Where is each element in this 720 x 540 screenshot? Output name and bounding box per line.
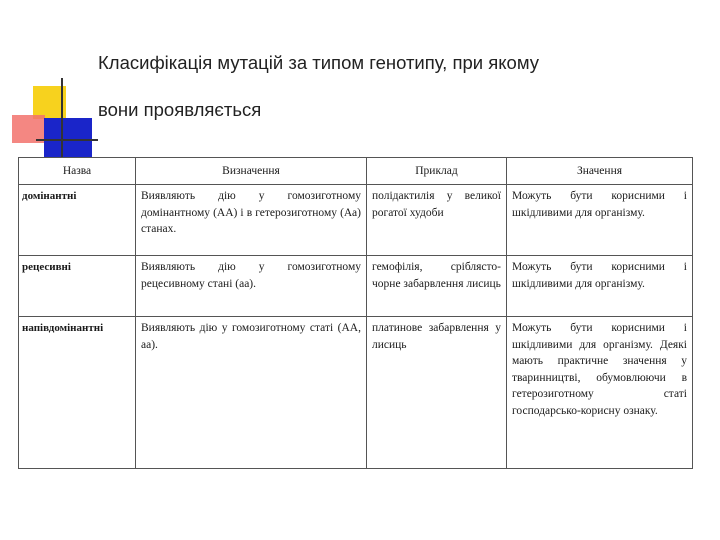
cell-significance: Можуть бути корисними і шкідливими для організму. (507, 256, 693, 317)
slide-title (98, 52, 698, 121)
cell-example: гемофілія, сріблясто-чорне забарвлення лисиць (367, 256, 507, 317)
slide-title-line2: вони проявляється (98, 99, 262, 120)
cell-significance: Можуть бути корисними і шкідливими для організму. (507, 185, 693, 256)
cell-significance: Можуть бути корисними і шкідливими для організму. Деякі мають практичне значення у тваринництві, обумовлюючи в гетерозиготному статі господарсько-корисну ознаку. (507, 317, 693, 469)
cell-definition: Виявляють дію у гомозиготному рецесивному стані (аа). (136, 256, 367, 317)
slide-title-line1: Класифікація мутацій за типом генотипу, при якому (98, 52, 540, 73)
cell-name: напівдомінантні (19, 317, 136, 469)
cell-name: рецесивні (19, 256, 136, 317)
table-row (19, 256, 693, 317)
decor-blue-square (44, 118, 92, 158)
decor-horizontal-line (36, 139, 98, 141)
header-example: Приклад (367, 158, 507, 185)
mutation-classification-table (18, 157, 693, 469)
table-header-row (19, 158, 693, 185)
cell-definition: Виявляють дію у гомозиготному домінантному (АА) і в гетерозиготному (Аа) станах. (136, 185, 367, 256)
table-row (19, 317, 693, 469)
cell-definition: Виявляють дію у гомозиготному статі (АА, аа). (136, 317, 367, 469)
cell-example: платинове забарвлення у лисиць (367, 317, 507, 469)
table-row (19, 185, 693, 256)
header-definition: Визначення (136, 158, 367, 185)
header-name: Назва (19, 158, 136, 185)
cell-name: домінантні (19, 185, 136, 256)
cell-example: полідактилія у великої рогатої худоби (367, 185, 507, 256)
decor-vertical-line (61, 78, 63, 158)
header-significance: Значення (507, 158, 693, 185)
